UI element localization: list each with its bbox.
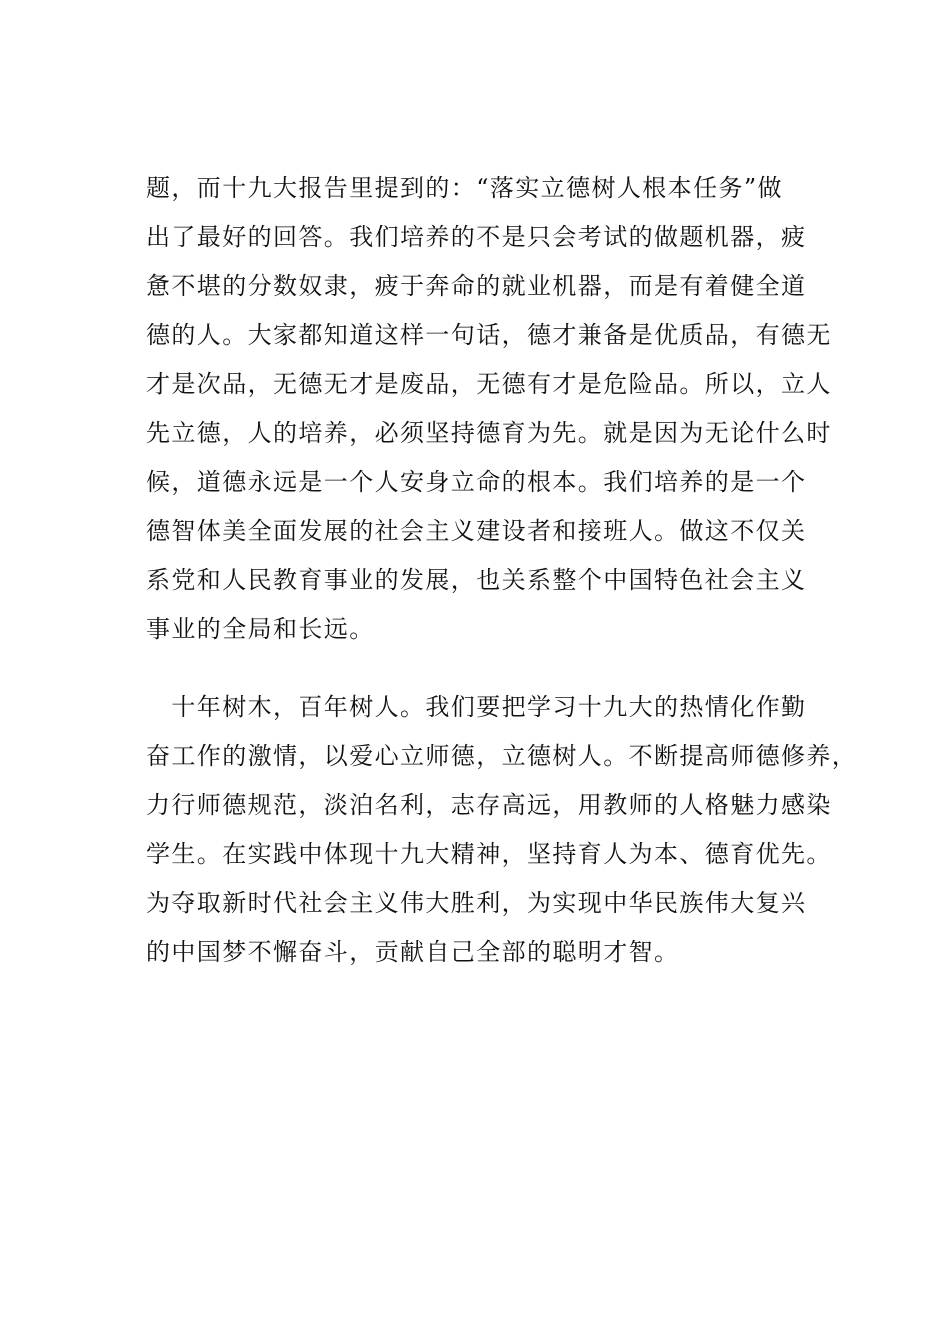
text-line: 候，道德永远是一个人安身立命的根本。我们培养的是一个	[146, 468, 807, 496]
text-line: 德的人。大家都知道这样一句话，德才兼备是优质品，有德无	[146, 321, 832, 349]
text-line: 事业的全局和长远。	[146, 615, 375, 643]
text-line: 题，而十九大报告里提到的：“落实立德树人根本任务”做	[146, 174, 783, 202]
paragraph-2	[146, 683, 858, 977]
text-line: 十年树木，百年树人。我们要把学习十九大的热情化作勤	[146, 693, 807, 721]
text-line: 出了最好的回答。我们培养的不是只会考试的做题机器，疲	[146, 223, 807, 251]
text-line: 先立德，人的培养，必须坚持德育为先。就是因为无论什么时	[146, 419, 832, 447]
text-line: 的中国梦不懈奋斗，贡献自己全部的聪明才智。	[146, 938, 680, 966]
text-line: 为夺取新时代社会主义伟大胜利，为实现中华民族伟大复兴	[146, 889, 807, 917]
text-line: 惫不堪的分数奴隶，疲于奔命的就业机器，而是有着健全道	[146, 272, 807, 300]
text-line: 才是次品，无德无才是废品，无德有才是危险品。所以，立人	[146, 370, 832, 398]
text-line: 德智体美全面发展的社会主义建设者和接班人。做这不仅关	[146, 517, 807, 545]
text-line: 系党和人民教育事业的发展，也关系整个中国特色社会主义	[146, 566, 807, 594]
text-line: 学生。在实践中体现十九大精神，坚持育人为本、德育优先。	[146, 840, 832, 868]
text-line: 力行师德规范，淡泊名利，志存高远，用教师的人格魅力感染	[146, 791, 832, 819]
text-line: 奋工作的激情，以爱心立师德，立德树人。不断提高师德修养，	[146, 742, 858, 770]
paragraph-1	[146, 164, 832, 654]
